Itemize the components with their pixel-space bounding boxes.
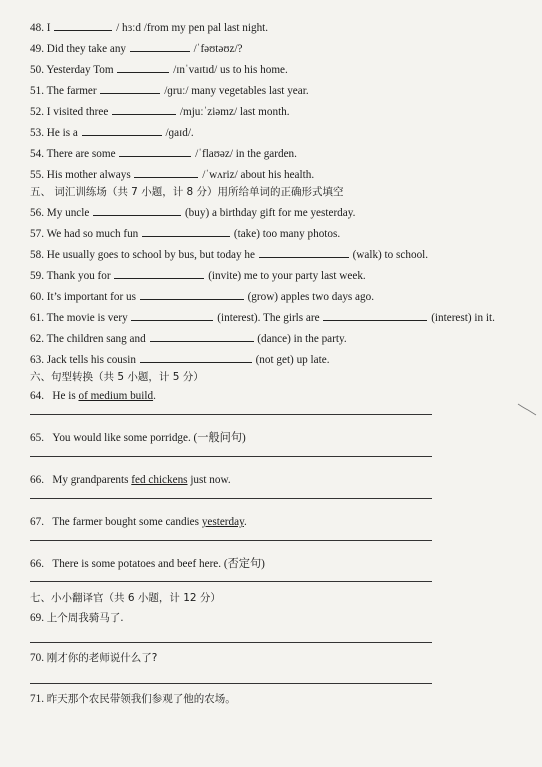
question-text: just now. — [187, 474, 231, 486]
question-57 — [30, 226, 340, 241]
question-53 — [30, 125, 194, 140]
question-number: 51. — [30, 85, 44, 97]
question-64 — [30, 389, 156, 403]
question-text: . — [243, 516, 247, 528]
question-text: (take) too many photos. — [233, 228, 341, 240]
question-number: 58. — [30, 249, 44, 261]
question-text: My uncle — [46, 207, 90, 219]
question-text: 上个周我骑马了. — [46, 612, 124, 624]
section-7-heading: 七、小小翻译官（共 6 小题，计 12 分） — [30, 592, 221, 604]
question-text: His mother always — [46, 169, 131, 181]
answer-line[interactable] — [30, 540, 432, 541]
underlined-phrase: yesterday — [201, 516, 244, 528]
answer-blank[interactable] — [100, 83, 160, 94]
question-66 — [30, 473, 231, 487]
answer-line[interactable] — [30, 581, 432, 582]
question-65 — [30, 431, 246, 445]
question-text: 昨天那个农民带领我们参观了他的农场。 — [46, 693, 236, 705]
question-text: (buy) a birthday gift for me yesterday. — [184, 207, 356, 219]
question-text: The farmer bought some candies — [52, 516, 202, 528]
question-69 — [30, 611, 124, 625]
question-text: (invite) me to your party last week. — [208, 270, 366, 282]
answer-blank[interactable] — [131, 310, 213, 321]
question-text: Jack tells his cousin — [46, 354, 136, 366]
answer-line[interactable] — [30, 642, 432, 643]
question-56 — [30, 205, 355, 220]
question-text: (interest). The girls are — [217, 312, 320, 324]
question-text: /ˈfəʊtəʊz/? — [193, 43, 243, 55]
question-number: 53. — [30, 127, 44, 139]
question-text: (walk) to school. — [352, 249, 429, 261]
answer-blank[interactable] — [114, 268, 204, 279]
answer-blank[interactable] — [130, 41, 190, 52]
answer-blank[interactable] — [54, 20, 112, 31]
question-text: I — [46, 22, 51, 34]
question-number: 66. — [30, 474, 44, 486]
answer-blank[interactable] — [140, 352, 252, 363]
question-number: 65. — [30, 432, 44, 444]
answer-blank[interactable] — [259, 247, 349, 258]
question-text: He is a — [46, 127, 78, 139]
question-71 — [30, 692, 236, 706]
question-number: 69. — [30, 612, 44, 624]
underlined-phrase: of medium build — [78, 390, 154, 402]
question-number: 57. — [30, 228, 44, 240]
question-text: Thank you for — [46, 270, 111, 282]
question-text: He usually goes to school by bus, but today he — [46, 249, 255, 261]
question-text: I visited three — [46, 106, 109, 118]
question-number: 66. — [30, 558, 44, 570]
question-text: The children sang and — [46, 333, 146, 345]
question-text: It’s important for us — [46, 291, 136, 303]
question-54 — [30, 146, 297, 161]
question-text: (dance) in the party. — [257, 333, 347, 345]
underlined-phrase: fed chickens — [131, 474, 188, 486]
answer-line[interactable] — [30, 414, 432, 415]
question-text: (not get) up late. — [255, 354, 330, 366]
question-52 — [30, 104, 290, 119]
answer-blank[interactable] — [117, 62, 169, 73]
question-text: / hɜːd /from my pen pal last night. — [116, 22, 269, 34]
answer-blank[interactable] — [82, 125, 162, 136]
question-number: 50. — [30, 64, 44, 76]
question-text: My grandparents — [52, 474, 132, 486]
answer-blank[interactable] — [93, 205, 181, 216]
answer-blank[interactable] — [142, 226, 230, 237]
answer-blank[interactable] — [323, 310, 427, 321]
question-68 — [30, 557, 265, 571]
question-51 — [30, 83, 309, 98]
question-text: . — [153, 390, 156, 402]
question-text: /ɡaɪd/. — [165, 127, 194, 139]
question-text: (grow) apples two days ago. — [247, 291, 375, 303]
question-number: 64. — [30, 390, 44, 402]
question-text: Did they take any — [46, 43, 127, 55]
answer-blank[interactable] — [150, 331, 254, 342]
answer-blank[interactable] — [140, 289, 244, 300]
pen-mark — [516, 402, 538, 416]
question-48 — [30, 20, 268, 35]
question-62 — [30, 331, 347, 346]
question-number: 55. — [30, 169, 44, 181]
question-50 — [30, 62, 288, 77]
answer-blank[interactable] — [119, 146, 191, 157]
question-number: 49. — [30, 43, 44, 55]
question-text: /ˈwʌriz/ about his health. — [202, 169, 315, 181]
question-number: 67. — [30, 516, 44, 528]
question-55 — [30, 167, 314, 182]
question-number: 61. — [30, 312, 44, 324]
question-text: The farmer — [46, 85, 97, 97]
question-number: 70. — [30, 652, 44, 664]
question-text: Yesterday Tom — [46, 64, 114, 76]
question-58 — [30, 247, 428, 262]
question-number: 48. — [30, 22, 44, 34]
section-6-heading: 六、句型转换（共 5 小题，计 5 分） — [30, 371, 204, 383]
question-number: 52. — [30, 106, 44, 118]
question-text: /mjuːˈziəmz/ last month. — [179, 106, 290, 118]
question-59 — [30, 268, 366, 283]
question-text: There are some — [46, 148, 116, 160]
question-text: 刚才你的老师说什么了? — [46, 652, 158, 664]
question-text: We had so much fun — [46, 228, 139, 240]
question-number: 71. — [30, 693, 44, 705]
question-63 — [30, 352, 330, 367]
question-text: You would like some porridge. (一般问句) — [52, 432, 246, 444]
question-number: 63. — [30, 354, 44, 366]
question-text: The movie is very — [46, 312, 128, 324]
question-text: There is some potatoes and beef here. (否定句) — [52, 558, 265, 570]
answer-line[interactable] — [30, 683, 432, 684]
answer-blank[interactable] — [112, 104, 176, 115]
question-number: 56. — [30, 207, 44, 219]
question-67 — [30, 515, 247, 529]
question-number: 62. — [30, 333, 44, 345]
question-text: (interest) in it. — [431, 312, 495, 324]
question-number: 54. — [30, 148, 44, 160]
question-number: 60. — [30, 291, 44, 303]
section-5-heading: 五、 词汇训练场（共 7 小题，计 8 分）用所给单词的正确形式填空 — [30, 186, 344, 198]
question-70 — [30, 651, 157, 665]
question-text: /ˈflaʊəz/ in the garden. — [195, 148, 297, 160]
question-text: /ɡruː/ many vegetables last year. — [164, 85, 309, 97]
answer-blank[interactable] — [134, 167, 198, 178]
question-60 — [30, 289, 374, 304]
question-text: He is — [52, 390, 79, 402]
question-number: 59. — [30, 270, 44, 282]
answer-line[interactable] — [30, 456, 432, 457]
question-61 — [30, 310, 495, 325]
question-text: /ɪnˈvaɪtɪd/ us to his home. — [173, 64, 288, 76]
question-49 — [30, 41, 243, 56]
answer-line[interactable] — [30, 498, 432, 499]
